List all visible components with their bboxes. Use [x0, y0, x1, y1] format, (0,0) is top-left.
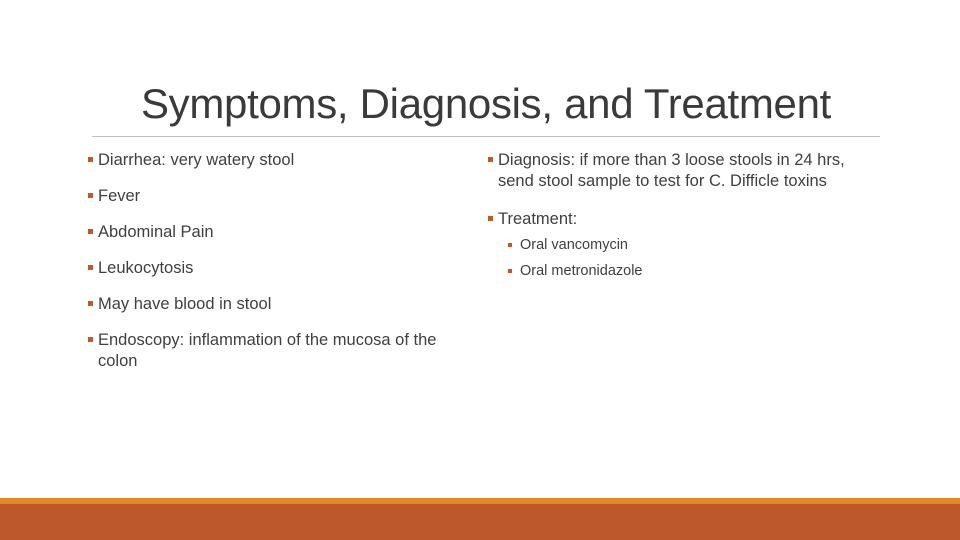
square-bullet-icon — [88, 265, 93, 270]
bullet-text: Treatment: — [498, 210, 578, 228]
bullet-text: Endoscopy: inflammation of the mucosa of the colon — [98, 331, 437, 370]
bullet-item — [88, 294, 460, 315]
square-bullet-icon — [508, 269, 512, 273]
bullet-item — [88, 258, 460, 279]
treatment-sublist — [498, 236, 868, 281]
sub-bullet-text: Oral metronidazole — [520, 263, 643, 279]
sub-bullet-text: Oral vancomycin — [520, 237, 628, 253]
bullet-text: May have blood in stool — [98, 295, 272, 313]
bullet-text: Diarrhea: very watery stool — [98, 151, 295, 169]
bullet-item — [88, 222, 460, 243]
bullet-item — [88, 186, 460, 207]
left-content-column — [88, 150, 460, 387]
square-bullet-icon — [88, 337, 93, 342]
bullet-text: Abdominal Pain — [98, 223, 214, 241]
square-bullet-icon — [488, 157, 493, 162]
bullet-text: Fever — [98, 187, 141, 205]
bullet-text: Leukocytosis — [98, 259, 194, 277]
right-content-column — [488, 150, 868, 298]
square-bullet-icon — [88, 157, 93, 162]
square-bullet-icon — [88, 301, 93, 306]
bullet-item — [88, 330, 460, 372]
sub-bullet-item — [498, 236, 868, 255]
square-bullet-icon — [88, 229, 93, 234]
bullet-item-diagnosis — [488, 150, 868, 192]
square-bullet-icon — [488, 216, 493, 221]
square-bullet-icon — [88, 193, 93, 198]
square-bullet-icon — [508, 243, 512, 247]
bullet-item-treatment — [488, 209, 868, 281]
sub-bullet-item — [498, 262, 868, 281]
slide-title: Symptoms, Diagnosis, and Treatment — [140, 80, 832, 127]
bullet-item — [88, 150, 460, 171]
bullet-text: Diagnosis: if more than 3 loose stools in 24 hrs, send stool sample to test for C. Difficle toxins — [498, 151, 845, 190]
footer-band — [0, 504, 960, 540]
title-divider — [92, 136, 880, 137]
